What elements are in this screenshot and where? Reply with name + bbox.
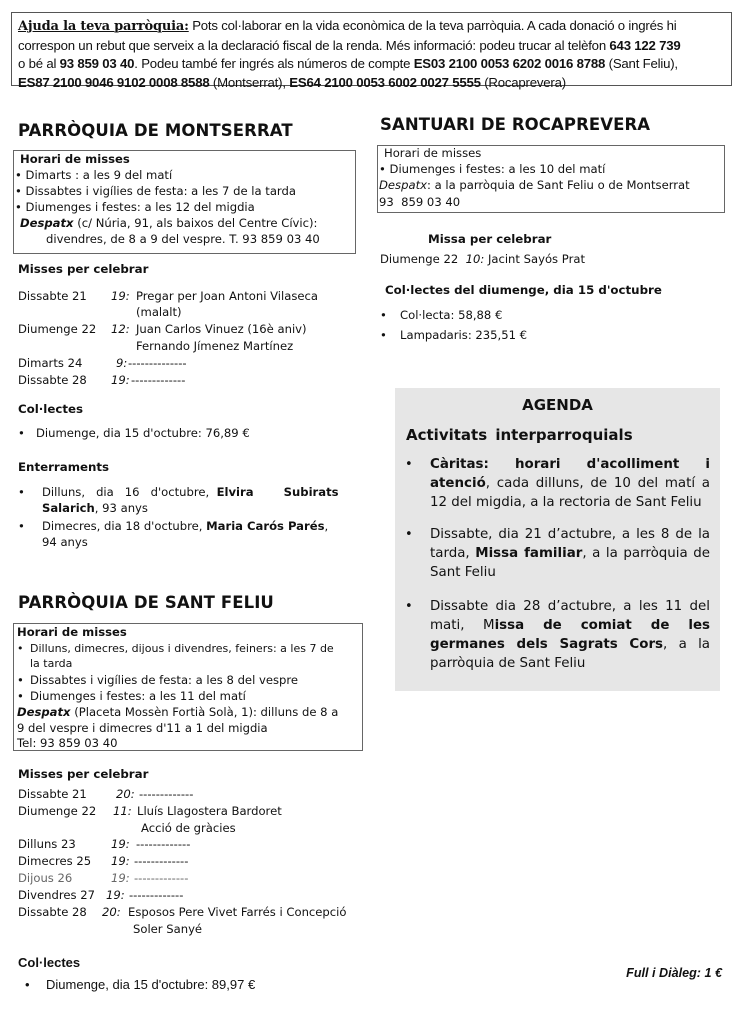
mass-time: 11: (113, 804, 132, 818)
mass-intention: ------------- (136, 837, 191, 851)
mass-row: Dissabte 21 (18, 289, 87, 303)
montserrat-schedule-box (13, 150, 356, 254)
mass-intention: ------------- (129, 888, 184, 902)
funerals-heading: Enterraments (18, 460, 110, 474)
price-note: Full i Diàleg: 1 € (626, 966, 722, 980)
funeral-item-cont: Salarich, 93 anys (42, 501, 148, 515)
mass-row: Diumenge 22 10: Jacint Sayós Prat (380, 252, 585, 266)
montserrat-masses-heading: Misses per celebrar (18, 262, 149, 276)
mass-row: Dissabte 28 (18, 373, 87, 387)
mass-time: 19: (106, 888, 125, 902)
office-phone: Tel: 93 859 03 40 (17, 736, 118, 750)
schedule-item: • Dissabtes i vigílies de festa: a les 8 del vespre (17, 673, 299, 687)
office-hours: divendres, de 8 a 9 del vespre. T. 93 859 03 40 (46, 232, 320, 246)
mass-intention: Juan Carlos Vinuez (16è aniv) (136, 322, 307, 336)
rocaprevera-title: SANTUARI DE ROCAPREVERA (380, 115, 651, 134)
schedule-heading: Horari de misses (20, 152, 130, 166)
mass-intention: Soler Sanyé (133, 922, 203, 936)
office-hours: 9 del vespre i dimecres d'11 a 1 del migdia (17, 721, 268, 735)
agenda-box (395, 388, 720, 691)
montserrat-collections-heading: Col·lectes (18, 402, 83, 416)
mass-intention: Fernando Jímenez Martínez (136, 339, 294, 353)
schedule-item-cont: la tarda (30, 657, 73, 670)
account-montserrat: ES87 2100 9046 9102 0008 8588 (18, 75, 210, 91)
mass-time: 20: (116, 787, 135, 801)
mass-intention: Esposos Pere Vivet Farrés i Concepció (128, 905, 347, 919)
notice-phone-1: 643 122 739 (609, 37, 681, 53)
mass-row: Dissabte 28 (18, 905, 87, 919)
funeral-item: • Dilluns, dia 16 d'octubre, Elvira Subirats (18, 485, 339, 499)
account-rocaprevera: ES64 2100 0053 6002 0027 5555 (289, 75, 481, 91)
office-phone: 93 859 03 40 (379, 195, 461, 209)
schedule-item: • Diumenges i festes: a les 12 del migdia (15, 200, 255, 214)
mass-row: Dissabte 21 (18, 787, 87, 801)
collection-item: • Diumenge, dia 15 d'octubre: 76,89 € (18, 426, 250, 440)
collection-item: • Lampadaris: 235,51 € (380, 328, 528, 342)
notice-title: Ajuda la teva parròquia: (18, 19, 189, 34)
montserrat-title: PARRÒQUIA DE MONTSERRAT (18, 121, 293, 140)
bullet-icon: • (405, 527, 413, 542)
notice-phone-2: 93 859 03 40 (59, 56, 135, 72)
donation-notice-box (11, 12, 732, 91)
collection-item: • Diumenge, dia 15 d'octubre: 89,97 € (25, 977, 256, 992)
notice-line-3: o bé al 93 859 03 40. Podeu també fer ingrés als números de compte ES03 2100 0053 6202 0016 8788 (Sant Feliu), (18, 56, 678, 72)
mass-row: Dijous 26 (18, 871, 73, 885)
mass-intention: Acció de gràcies (141, 821, 236, 835)
schedule-item: • Diumenges i festes: a les 10 del matí (379, 162, 606, 176)
mass-row: Diumenge 22 (18, 322, 97, 336)
sant-feliu-title: PARRÒQUIA DE SANT FELIU (18, 593, 274, 612)
schedule-heading: Horari de misses (17, 625, 127, 639)
mass-intention: ------------- (139, 787, 194, 801)
mass-time: 19: (111, 289, 130, 303)
mass-row: Dimarts 24 (18, 356, 83, 370)
mass-time: 19: (111, 871, 130, 885)
office-info: Despatx (c/ Núria, 91, als baixos del Centre Cívic): (20, 216, 318, 230)
rocaprevera-mass-heading: Missa per celebrar (428, 232, 552, 246)
mass-intention: ------------- (131, 373, 186, 387)
mass-row: Diumenge 22 (18, 804, 97, 818)
agenda-item: Càritas: horari d'acolliment i atenció, cada dilluns, de 10 del matí a 12 del migdia, a la rectoria de Sant Feliu (430, 457, 715, 510)
notice-line-4: ES87 2100 9046 9102 0008 8588 (Montserrat), ES64 2100 0053 6002 0027 5555 (Rocaprevera) (18, 75, 566, 91)
mass-time: 20: (102, 905, 121, 919)
mass-intention: Lluís Llagostera Bardoret (137, 804, 282, 818)
office-info: Despatx (Placeta Mossèn Fortià Solà, 1): dilluns de 8 a (17, 705, 339, 719)
schedule-item: • Dimarts : a les 9 del matí (15, 168, 173, 182)
funeral-item-cont: 94 anys (42, 535, 88, 549)
funeral-item: • Dimecres, dia 18 d'octubre, Maria Carós Parés, (18, 519, 329, 533)
notice-line-2: correspon un rebut que serveix a la declaració fiscal de la renda. Més informació: podeu trucar al telèfon 643 122 739 (18, 37, 681, 53)
agenda-item: Dissabte, dia 21 d’actubre, a les 8 de la tarda, Missa familiar, a la parròquia de Sant Feliu (430, 527, 710, 580)
sant-feliu-masses-heading: Misses per celebrar (18, 767, 149, 781)
rocaprevera-collections-heading: Col·lectes del diumenge, dia 15 d'octubre (385, 283, 662, 297)
account-sant-feliu: ES03 2100 0053 6202 0016 8788 (413, 56, 606, 72)
rocaprevera-schedule-box (377, 145, 725, 213)
bullet-icon: • (405, 457, 413, 472)
notice-line-1: Ajuda la teva parròquia: Pots col·laborar en la vida econòmica de la teva parròquia. A cada donació o ingrés hi (18, 18, 677, 34)
collection-item: • Col·lecta: 58,88 € (380, 308, 503, 322)
schedule-item: • Dissabtes i vigílies de festa: a les 7 de la tarda (15, 184, 296, 198)
mass-intention: ------------- (134, 854, 189, 868)
mass-intention: Pregar per Joan Antoni Vilaseca (136, 289, 318, 303)
mass-row: Divendres 27 (18, 888, 95, 902)
mass-time: 19: (111, 837, 130, 851)
agenda-subtitle: Activitats interparroquials (406, 426, 633, 444)
schedule-item: • Dilluns, dimecres, dijous i divendres, feiners: a les 7 de (17, 642, 334, 655)
schedule-item: • Diumenges i festes: a les 11 del matí (17, 689, 246, 703)
mass-time: 19: (111, 373, 130, 387)
agenda-item: Dissabte dia 28 d’actubre, a les 11 del mati, Missa de comiat de les germanes dels Sagrats Cors, a la parròquia de Sant Feliu (430, 599, 710, 671)
mass-intention: (malalt) (136, 305, 182, 319)
sant-feliu-schedule-box (13, 623, 363, 751)
mass-intention: ------------- (134, 871, 189, 885)
mass-intention: -------------- (128, 356, 187, 370)
sant-feliu-collections-heading: Col·lectes (18, 955, 81, 970)
office-info: Despatx: a la parròquia de Sant Feliu o de Montserrat (379, 178, 690, 192)
mass-time: 12: (111, 322, 130, 336)
mass-row: Dilluns 23 (18, 837, 76, 851)
schedule-heading: Horari de misses (384, 146, 482, 160)
mass-time: 9: (116, 356, 128, 370)
agenda-title: AGENDA (522, 396, 593, 414)
bullet-icon: • (405, 599, 413, 614)
mass-row: Dimecres 25 (18, 854, 92, 868)
mass-time: 19: (111, 854, 130, 868)
